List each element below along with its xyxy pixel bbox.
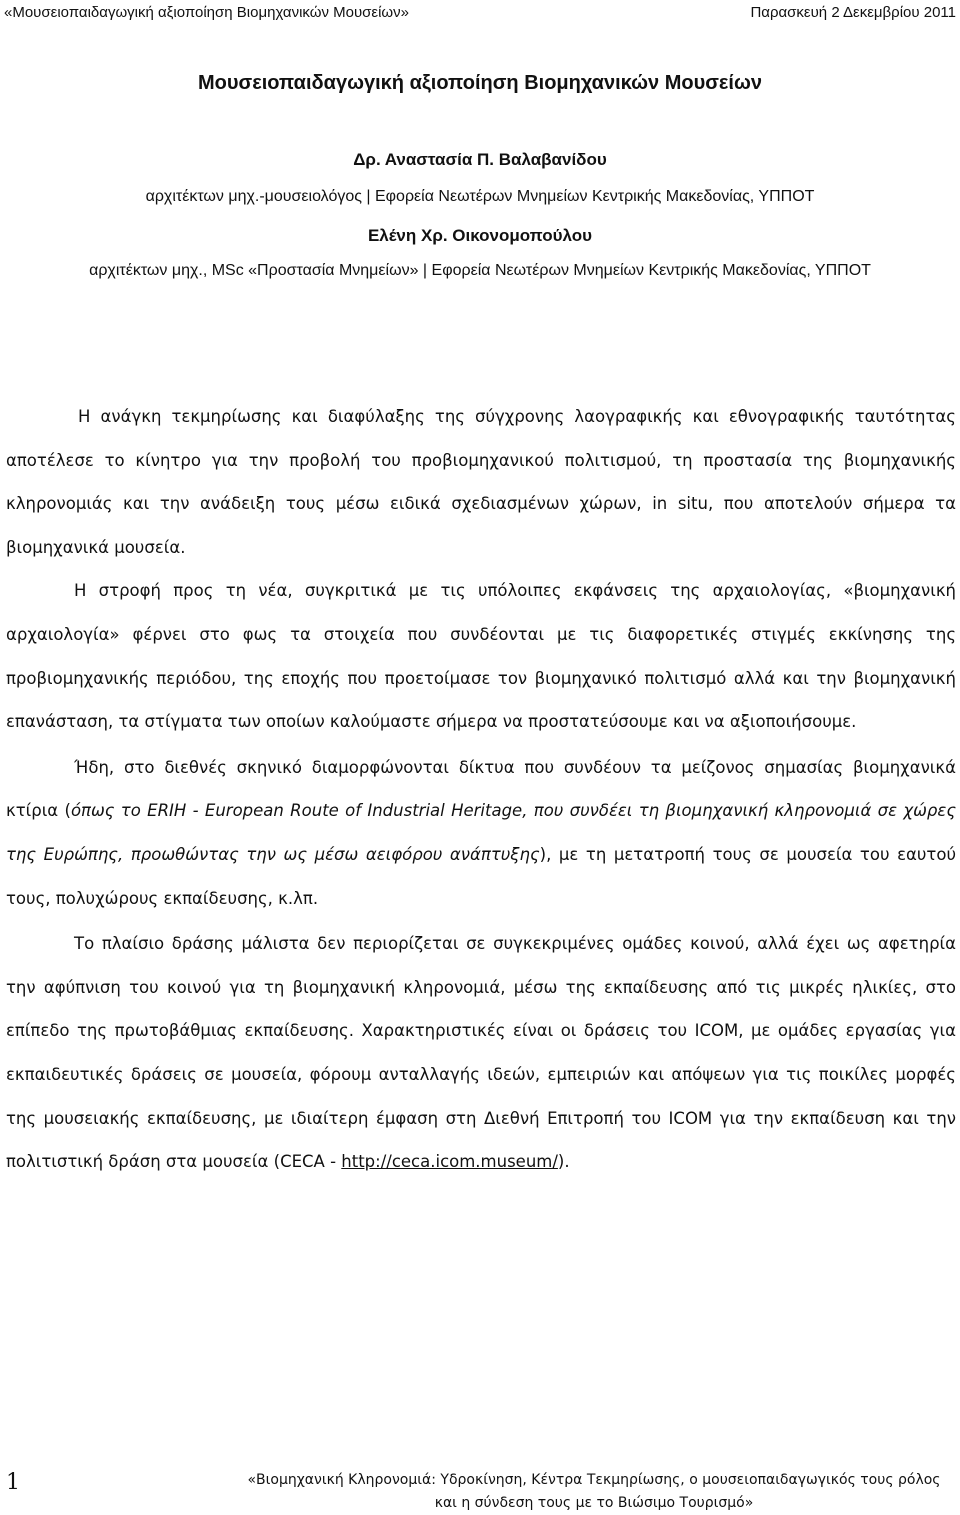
- paragraph-3-text-start: Ήδη, στο διεθνές σκηνικό διαμορφώνονται δίκτυα που συνδέουν τα μείζονος σημασίας βιομηχανικά κτίρια (: [6, 757, 956, 821]
- paragraph-2: Η στροφή προς τη νέα, συγκριτικά με τις υπόλοιπες εκφάνσεις της αρχαιολογίας, «βιομηχανική αρχαιολογία» φέρνει στο φως τα στοιχεία που συνδέονται με τις διαφορετικές στιγμές εκκίνησης της προβιομηχανικής περιόδου, της εποχής που προετοίμασε τον βιομηχανικό πολιτισμό αλλά και την βιομηχανική επανάσταση, τα στίγματα των οποίων καλούμαστε σήμερα να προστατεύσουμε και να αξιοποιήσουμε.: [6, 581, 956, 732]
- author-affiliation-2: αρχιτέκτων μηχ., MSc «Προστασία Μνημείων» | Εφορεία Νεωτέρων Μνημείων Κεντρικής Μακεδονίας, ΥΠΠΟΤ: [89, 262, 871, 279]
- article-body: [6, 395, 956, 1184]
- footer-line-1: «Βιομηχανική Κληρονομιά: Υδροκίνηση, Κέντρα Τεκμηρίωσης, ο μουσειοπαιδαγωγικός τους ρόλος: [247, 1472, 941, 1488]
- author-name-2: Ελένη Χρ. Οικονομοπούλου: [367, 226, 593, 245]
- author-name-1: Δρ. Αναστασία Π. Βαλαβανίδου: [353, 150, 607, 169]
- paper-title: Μουσειοπαιδαγωγική αξιοποίηση Βιομηχανικών Μουσείων: [198, 72, 762, 94]
- paragraph-3: [6, 746, 956, 920]
- header-running-title: «Μουσειοπαιδαγωγική αξιοποίηση Βιομηχανικών Μουσείων»: [4, 4, 409, 21]
- page-header: [4, 4, 956, 21]
- paragraph-3-text-end: ), με τη μετατροπή τους σε μουσεία του εαυτού τους, πολυχώρους εκπαίδευσης, κ.λπ.: [6, 844, 956, 908]
- paragraph-3-italic-note: όπως το ERIH - European Route of Industrial Heritage, που συνδέει τη βιομηχανική κληρονομιά σε χώρες της Ευρώπης, προωθώντας την ως μέσω αειφόρου ανάπτυξης: [6, 801, 956, 864]
- paragraph-1: Η ανάγκη τεκμηρίωσης και διαφύλαξης της σύγχρονης λαογραφικής και εθνογραφικής ταυτότητας αποτέλεσε το κίνητρο για την προβολή του προβιομηχανικού πολιτισμού, τη προστασία της βιομηχανικής κληρονομιάς και την ανάδειξη τους μέσω ειδικά σχεδιασμένων χώρων, in situ, που αποτελούν σήμερα τα βιομηχανικά μουσεία.: [6, 407, 956, 557]
- author-affiliation-1: αρχιτέκτων μηχ.-μουσειολόγος | Εφορεία Νεωτέρων Μνημείων Κεντρικής Μακεδονίας, ΥΠΠΟΤ: [145, 188, 815, 205]
- ceca-link[interactable]: http://ceca.icom.museum/: [341, 1152, 558, 1172]
- page-number: 1: [6, 1470, 20, 1495]
- paragraph-4: [6, 922, 956, 1184]
- paragraph-4-text: Το πλαίσιο δράσης μάλιστα δεν περιορίζεται σε συγκεκριμένες ομάδες κοινού, αλλά έχει ως αφετηρία την αφύπνιση του κοινού για τη βιομηχανική κληρονομιά, μέσω της εκπαίδευσης από τις μικρές ηλικίες, στο επίπεδο της πρωτοβάθμιας εκπαίδευσης. Χαρακτηριστικές είναι οι δράσεις του ICOM, με ομάδες εργασίας για εκπαιδευτικές δράσεις σε μουσεία, φόρουμ ανταλλαγής ιδεών, εμπειριών και απόψεων για τις ποικίλες μορφές της μουσειακής εκπαίδευσης, με ιδιαίτερη έμφαση στη Διεθνή Επιτροπή του ICOM για την εκπαίδευση και την πολιτιστική δράση στα μουσεία (CECA -: [6, 934, 956, 1172]
- paragraph-4-text-end: ).: [557, 1152, 570, 1172]
- page-footer: [234, 1469, 954, 1515]
- footer-line-2: και η σύνδεση τους με το Βιώσιμο Τουρισμό»: [434, 1495, 754, 1511]
- header-date: Παρασκευή 2 Δεκεμβρίου 2011: [750, 4, 956, 21]
